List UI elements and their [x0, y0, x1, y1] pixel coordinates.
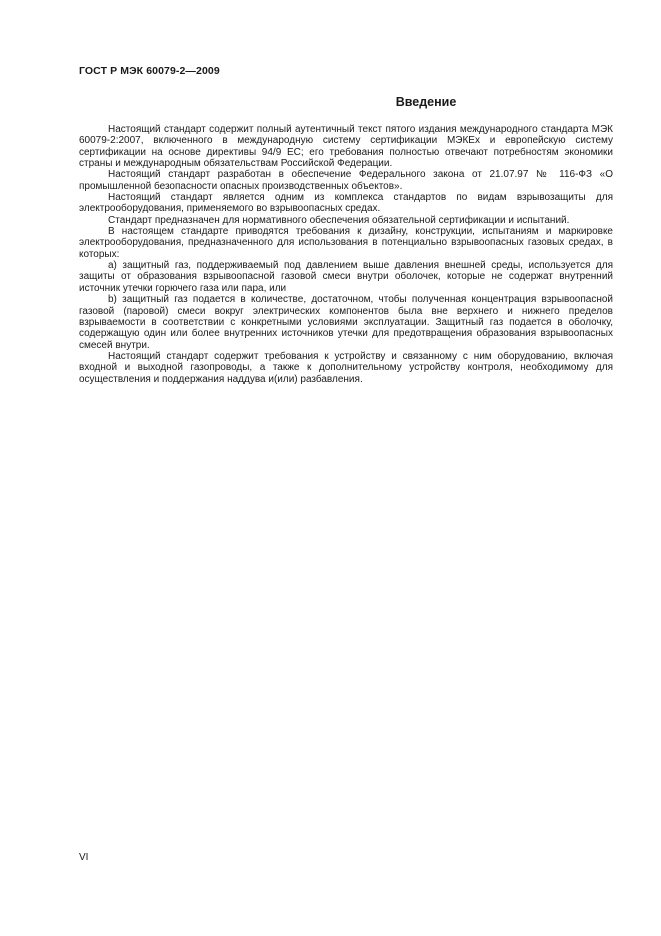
list-item-b: b) защитный газ подается в количестве, достаточном, чтобы полученная концентрация взрывоопасной газовой (паровой) смеси вокруг электрических компонентов была вне верхнего и нижнего пределов взрываемости в соответствии с конкретными условиями эксплуатации. Защитный газ подается в оболочку, содержащую один или более внутренних источников утечки для предотвращения образования взрывоопасных смесей внутри. [79, 294, 613, 351]
paragraph: Стандарт предназначен для нормативного обеспечения обязательной сертификации и испытаний. [108, 214, 570, 226]
paragraph: Настоящий стандарт является одним из комплекса стандартов по видам взрывозащиты для электрооборудования, применяемого во взрывоопасных средах. [79, 192, 613, 215]
paragraph: Настоящий стандарт разработан в обеспечение Федерального закона от 21.07.97 № 116-ФЗ «О промышленной безопасности опасных производственных объектов». [79, 169, 613, 192]
document-body [79, 124, 613, 385]
list-item-a: a) защитный газ, поддерживаемый под давлением выше давления внешней среды, используется для защиты от образования взрывоопасной газовой смеси внутри оболочек, которые не содержат внутренний источник утечки горючего газа или пара, или [79, 260, 613, 294]
paragraph: Настоящий стандарт содержит полный аутентичный текст пятого издания международного стандарта МЭК 60079-2:2007, включенного в международную систему сертификации МЭКЕх и европейскую систему сертификации на основе директивы 94/9 ЕС; его требования полностью отвечают потребностям экономики страны и международным обязательствам Российской Федерации. [79, 124, 613, 170]
section-title-wrapper [79, 95, 613, 109]
paragraph: Настоящий стандарт содержит требования к устройству и связанному с ним оборудованию, включая входной и выходной газопроводы, а также к дополнительному устройству контроля, необходимому для осуществления и поддержания наддува и(или) разбавления. [79, 350, 613, 385]
document-header: ГОСТ Р МЭК 60079-2—2009 [79, 65, 220, 77]
page-number: VI [79, 852, 89, 863]
paragraph: В настоящем стандарте приводятся требования к дизайну, конструкции, испытаниям и маркировке электрооборудования, предназначенного для использования в потенциально взрывоопасных газовых средах, в которых: [79, 226, 613, 260]
section-title: Введение [395, 95, 457, 109]
